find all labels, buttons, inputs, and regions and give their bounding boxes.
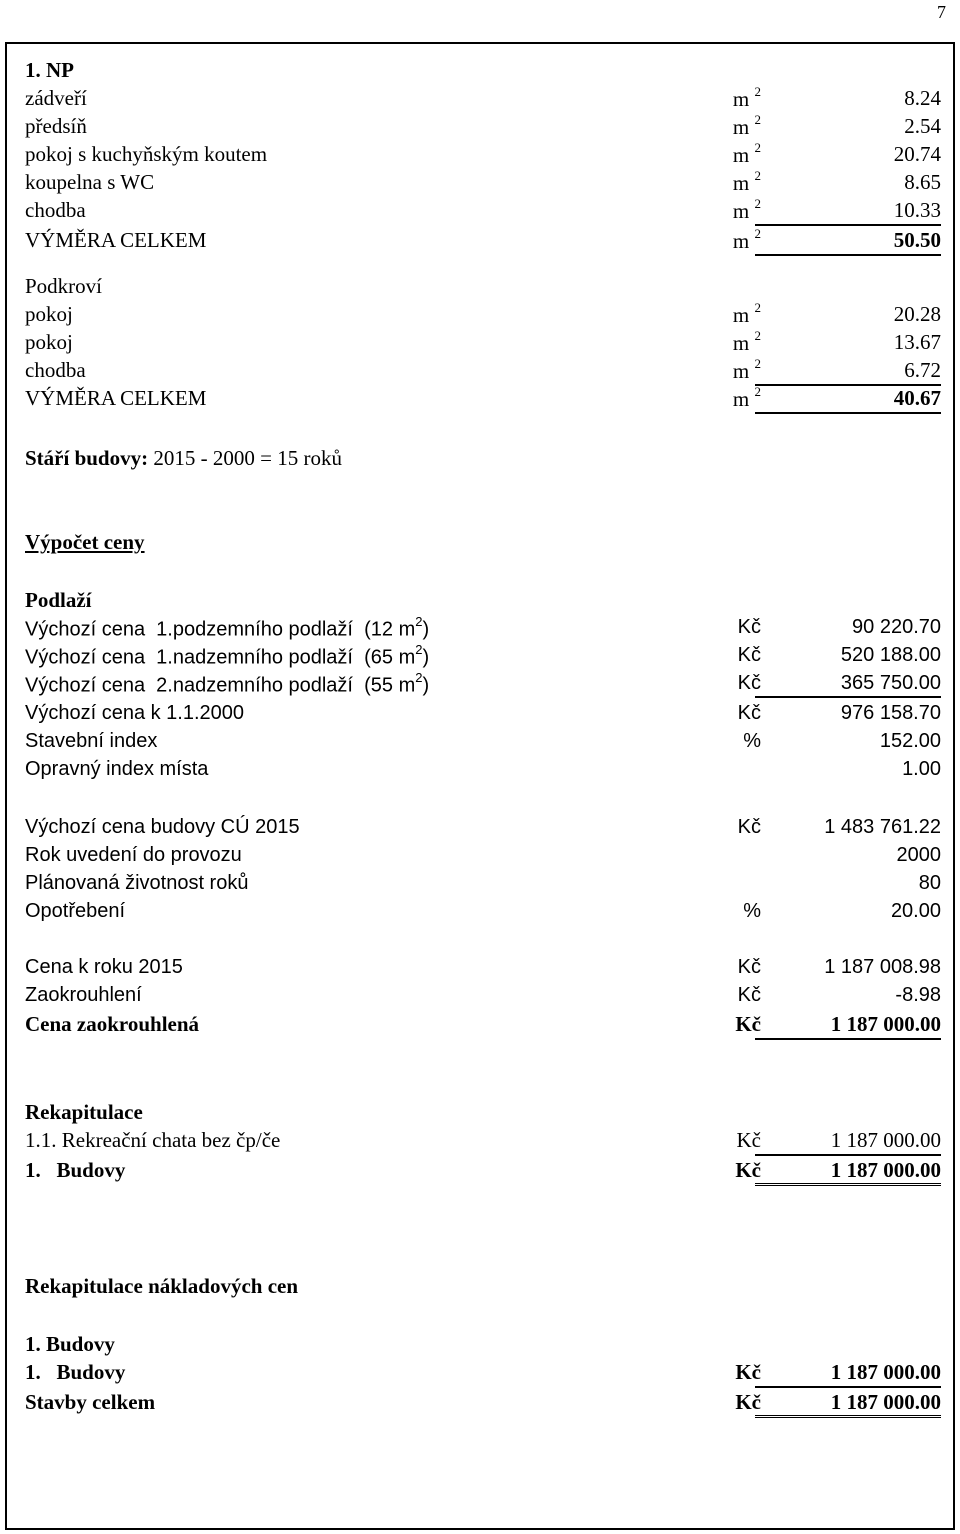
age-value: 2015 - 2000 = 15 roků (153, 446, 342, 470)
price-row (19, 616, 941, 644)
row-value: 1 187 000.00 (755, 1360, 941, 1388)
row-label: Opravný index místa (25, 758, 209, 780)
price-row (19, 900, 941, 928)
row-value: 1.00 (902, 758, 941, 780)
heading-text: 1. NP (25, 58, 74, 82)
unit-exponent: 2 (754, 112, 761, 127)
heading-text: Podlaží (25, 588, 92, 612)
row-value: 90 220.70 (852, 616, 941, 638)
grand-total-row (19, 1390, 941, 1418)
row-label: Cena zaokrouhlená (25, 1012, 200, 1036)
unit-exponent: 2 (754, 226, 761, 241)
unit-exponent: 2 (754, 196, 761, 211)
row-value: 40.67 (755, 386, 941, 414)
row-label: Cena k roku 2015 (25, 956, 183, 978)
row-label: Výchozí cena k 1.1.2000 (25, 702, 245, 724)
row-label: Stavby celkem (25, 1390, 156, 1414)
rekapitulace-heading (19, 1100, 941, 1128)
row-unit: Kč (737, 984, 761, 1006)
row-unit: m (732, 229, 750, 253)
row-label: zádveří (25, 86, 87, 110)
row-unit: m (732, 143, 750, 167)
unit-exponent: 2 (754, 356, 761, 371)
area-total-row (19, 386, 941, 414)
row-value: 1 187 000.00 (755, 1012, 941, 1040)
row-label: Výchozí cena 2.nadzemního podlaží (55 m (25, 674, 416, 697)
price-row (19, 730, 941, 758)
cost-summary-subheading (19, 1332, 941, 1360)
row-label: pokoj (25, 330, 73, 354)
heading-text: Výpočet ceny (25, 530, 145, 554)
summary-total-row (19, 1158, 941, 1186)
area-row (19, 330, 941, 358)
row-value: 80 (918, 872, 941, 894)
row-unit: Kč (737, 644, 761, 666)
age-label: Stáří budovy: (25, 446, 149, 470)
row-unit: m (732, 115, 750, 139)
row-unit: Kč (735, 1012, 761, 1036)
unit-exponent: 2 (754, 168, 761, 183)
page-number: 7 (937, 2, 946, 22)
row-unit: m (732, 87, 750, 111)
row-value: 10.33 (755, 198, 941, 226)
row-unit: Kč (735, 1158, 761, 1182)
row-value: 1 187 008.98 (824, 956, 941, 978)
row-value: 520 188.00 (840, 644, 941, 666)
row-unit: m (732, 387, 750, 411)
row-unit: m (732, 171, 750, 195)
row-value: 2000 (896, 844, 941, 866)
row-unit: Kč (737, 702, 761, 724)
row-label: chodba (25, 198, 86, 222)
row-unit: % (743, 900, 761, 922)
heading-text: Rekapitulace nákladových cen (25, 1274, 299, 1298)
price-row (19, 956, 941, 984)
row-value: 152.00 (879, 730, 941, 752)
row-label-end: ) (422, 618, 430, 641)
row-unit: m (732, 331, 750, 355)
row-unit: Kč (737, 956, 761, 978)
row-label: Výchozí cena 1.podzemního podlaží (12 m (25, 618, 416, 641)
price-row (19, 672, 941, 700)
row-unit: Kč (737, 816, 761, 838)
row-unit: Kč (735, 1360, 761, 1384)
price-row (19, 702, 941, 730)
area-row (19, 114, 941, 142)
row-unit: % (743, 730, 761, 752)
row-label: VÝMĚRA CELKEM (25, 228, 207, 252)
price-row (19, 872, 941, 900)
rounded-price-row (19, 1012, 941, 1040)
heading-text: Podkroví (25, 274, 103, 298)
row-value: -8.98 (895, 984, 941, 1006)
row-label: Zaokrouhlení (25, 984, 142, 1006)
section-heading-podkrovi (19, 274, 941, 302)
row-unit: Kč (737, 672, 761, 694)
row-unit: Kč (736, 1128, 761, 1152)
heading-text: 1. Budovy (25, 1332, 115, 1356)
unit-exponent: 2 (754, 300, 761, 315)
calc-heading (19, 530, 941, 558)
row-label: Plánovaná životnost roků (25, 872, 249, 894)
row-label: Výchozí cena budovy CÚ 2015 (25, 816, 300, 838)
area-row (19, 170, 941, 198)
unit-exponent: 2 (754, 84, 761, 99)
cost-summary-heading (19, 1274, 941, 1302)
row-label: předsíň (25, 114, 87, 138)
row-value: 365 750.00 (755, 672, 941, 698)
price-row (19, 984, 941, 1012)
heading-text: Rekapitulace (25, 1100, 143, 1124)
summary-row (19, 1360, 941, 1388)
row-label: VÝMĚRA CELKEM (25, 386, 207, 410)
row-value: 13.67 (893, 330, 941, 354)
row-label: Výchozí cena 1.nadzemního podlaží (65 m (25, 646, 416, 669)
row-unit: Kč (737, 616, 761, 638)
summary-row (19, 1128, 941, 1156)
podlazi-heading (19, 588, 941, 616)
section-heading-1np (19, 58, 941, 86)
row-label: pokoj (25, 302, 73, 326)
row-value: 6.72 (755, 358, 941, 386)
row-value: 20.00 (890, 900, 941, 922)
row-value: 20.74 (893, 142, 941, 166)
row-label: Rok uvedení do provozu (25, 844, 242, 866)
unit-exponent: 2 (754, 328, 761, 343)
row-value: 8.65 (904, 170, 941, 194)
row-label: Stavební index (25, 730, 158, 752)
building-age-row (19, 446, 941, 474)
area-row (19, 358, 941, 386)
row-label: Opotřebení (25, 900, 126, 922)
row-label: koupelna s WC (25, 170, 155, 194)
unit-exponent: 2 (415, 642, 423, 657)
row-value: 1 187 000.00 (755, 1158, 941, 1186)
unit-exponent: 2 (415, 614, 423, 629)
row-value: 1 187 000.00 (755, 1390, 941, 1418)
area-total-row (19, 228, 941, 256)
row-unit: m (732, 359, 750, 383)
row-value: 20.28 (893, 302, 941, 326)
unit-exponent: 2 (415, 670, 423, 685)
row-label: 1.1. Rekreační chata bez čp/če (25, 1128, 281, 1152)
row-unit: Kč (735, 1390, 761, 1414)
row-label: 1. Budovy (25, 1360, 126, 1384)
unit-exponent: 2 (754, 140, 761, 155)
row-value: 8.24 (904, 86, 941, 110)
row-label-end: ) (422, 674, 430, 697)
row-label: pokoj s kuchyňským koutem (25, 142, 268, 166)
row-value: 50.50 (755, 228, 941, 256)
area-row (19, 142, 941, 170)
price-row (19, 816, 941, 844)
area-row (19, 198, 941, 226)
price-row (19, 758, 941, 786)
row-unit: m (732, 303, 750, 327)
row-label-end: ) (422, 646, 430, 669)
unit-exponent: 2 (754, 384, 761, 399)
row-unit: m (732, 199, 750, 223)
row-label: chodba (25, 358, 86, 382)
area-row (19, 86, 941, 114)
row-value: 1 483 761.22 (824, 816, 941, 838)
document-frame (5, 42, 955, 1530)
area-row (19, 302, 941, 330)
row-label: 1. Budovy (25, 1158, 126, 1182)
row-value: 1 187 000.00 (755, 1128, 941, 1156)
row-value: 2.54 (904, 114, 941, 138)
row-value: 976 158.70 (840, 702, 941, 724)
price-row (19, 644, 941, 672)
price-row (19, 844, 941, 872)
